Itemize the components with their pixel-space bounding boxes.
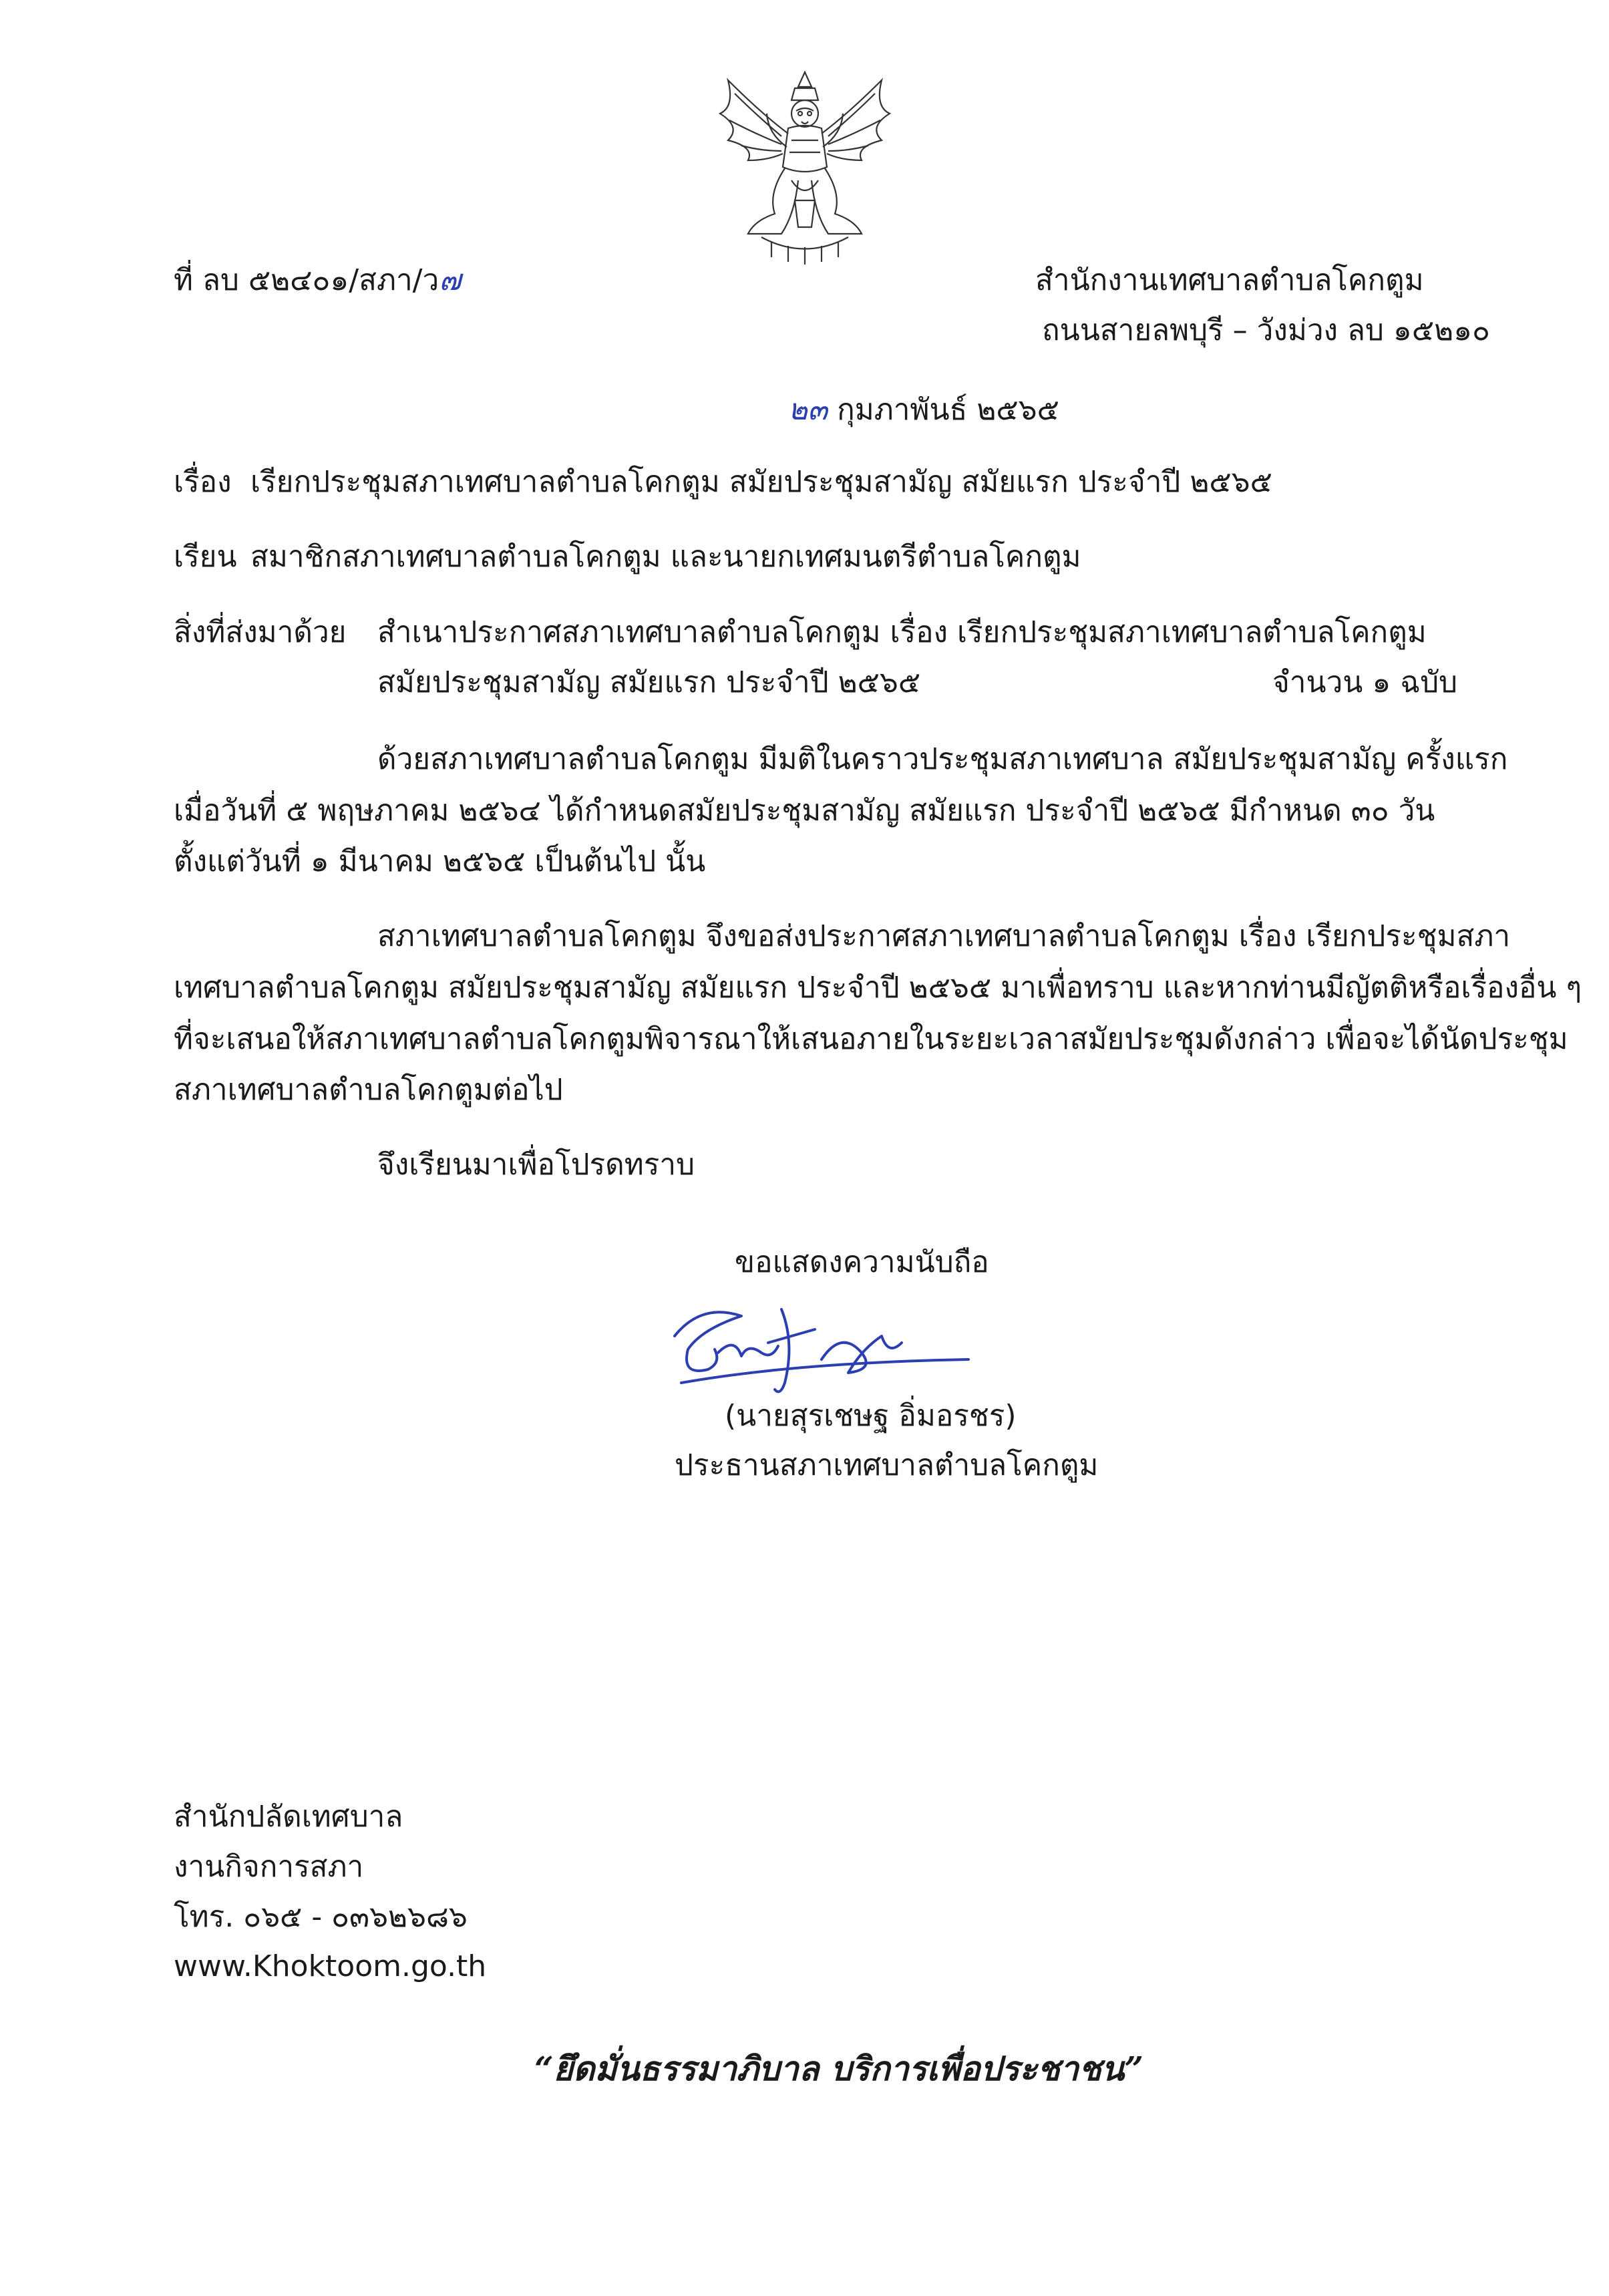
closing-request: จึงเรียนมาเพื่อโปรดทราบ — [377, 1148, 695, 1182]
office-name: สำนักงานเทศบาลตำบลโคกตูม — [1035, 263, 1424, 297]
garuda-emblem-icon — [688, 67, 922, 267]
paragraph-1-line-2: เมื่อวันที่ ๕ พฤษภาคม ๒๕๖๔ ได้กำหนดสมัยประชุมสามัญ สมัยแรก ประจำปี ๒๕๖๕ มีกำหนด ๓๐ วัน — [174, 794, 1435, 828]
paragraph-2-line-1: สภาเทศบาลตำบลโคกตูม จึงขอส่งประกาศสภาเทศบาลตำบลโคกตูม เรื่อง เรียกประชุมสภา — [377, 919, 1511, 953]
subject-label: เรื่อง — [174, 465, 232, 499]
paragraph-1-line-3: ตั้งแต่วันที่ ๑ มีนาคม ๒๕๖๕ เป็นต้นไป นั้น — [174, 844, 706, 878]
subject-text: เรียกประชุมสภาเทศบาลตำบลโคกตูม สมัยประชุมสามัญ สมัยแรก ประจำปี ๒๕๖๕ — [250, 465, 1272, 499]
handwritten-signature-icon — [661, 1289, 975, 1403]
paragraph-2-line-2: เทศบาลตำบลโคกตูม สมัยประชุมสามัญ สมัยแรก ประจำปี ๒๕๖๕ มาเพื่อทราบ และหากท่านมีญัตติหรือเรื่องอื่น ๆ — [174, 971, 1582, 1005]
office-address: ถนนสายลพบุรี – วังม่วง ลบ ๑๕๒๑๐ — [1042, 313, 1490, 347]
enclosure-quantity: จำนวน ๑ ฉบับ — [1272, 665, 1458, 699]
footer-section: งานกิจการสภา — [174, 1850, 364, 1884]
subject-line — [174, 465, 1272, 499]
recipient-label: เรียน — [174, 540, 237, 574]
reference-prefix: ที่ ลบ ๕๒๔๐๑/สภา/ว — [174, 263, 439, 297]
footer-website[interactable]: www.Khoktoom.go.th — [174, 1949, 487, 1983]
closing-salutation: ขอแสดงความนับถือ — [735, 1245, 989, 1279]
enclosure-line-2: สมัยประชุมสามัญ สมัยแรก ประจำปี ๒๕๖๕ — [377, 665, 921, 699]
signer-name: (นายสุรเชษฐ อิ่มอรชร) — [725, 1399, 1017, 1433]
date-day-handwritten: ๒๓ — [788, 393, 828, 427]
motto: “ยึดมั่นธรรมาภิบาล บริการเพื่อประชาชน” — [534, 2049, 1143, 2088]
enclosure-label: สิ่งที่ส่งมาด้วย — [174, 615, 347, 649]
reference-number-handwritten: ๗ — [439, 263, 462, 297]
recipient-line — [174, 542, 1081, 572]
footer-phone: โทร. ๐๖๕ - ๐๓๖๒๖๘๖ — [174, 1900, 468, 1934]
paragraph-2-line-3: ที่จะเสนอให้สภาเทศบาลตำบลโคกตูมพิจารณาให้เสนอภายในระยะเวลาสมัยประชุมดังกล่าว เพื่อจะได้นัดประชุม — [174, 1022, 1568, 1056]
reference-number — [174, 263, 462, 297]
signer-position: ประธานสภาเทศบาลตำบลโคกตูม — [675, 1448, 1099, 1482]
footer-department: สำนักปลัดเทศบาล — [174, 1800, 403, 1834]
date-month-year: กุมภาพันธ์ ๒๕๖๕ — [837, 393, 1059, 427]
enclosure-line-1: สำเนาประกาศสภาเทศบาลตำบลโคกตูม เรื่อง เรียกประชุมสภาเทศบาลตำบลโคกตูม — [377, 615, 1427, 649]
paragraph-2-line-4: สภาเทศบาลตำบลโคกตูมต่อไป — [174, 1073, 563, 1107]
paragraph-1-line-1: ด้วยสภาเทศบาลตำบลโคกตูม มีมติในคราวประชุมสภาเทศบาล สมัยประชุมสามัญ ครั้งแรก — [377, 742, 1508, 776]
recipient-text: สมาชิกสภาเทศบาลตำบลโคกตูม และนายกเทศมนตรีตำบลโคกตูม — [250, 540, 1081, 574]
letter-date — [788, 395, 1059, 425]
